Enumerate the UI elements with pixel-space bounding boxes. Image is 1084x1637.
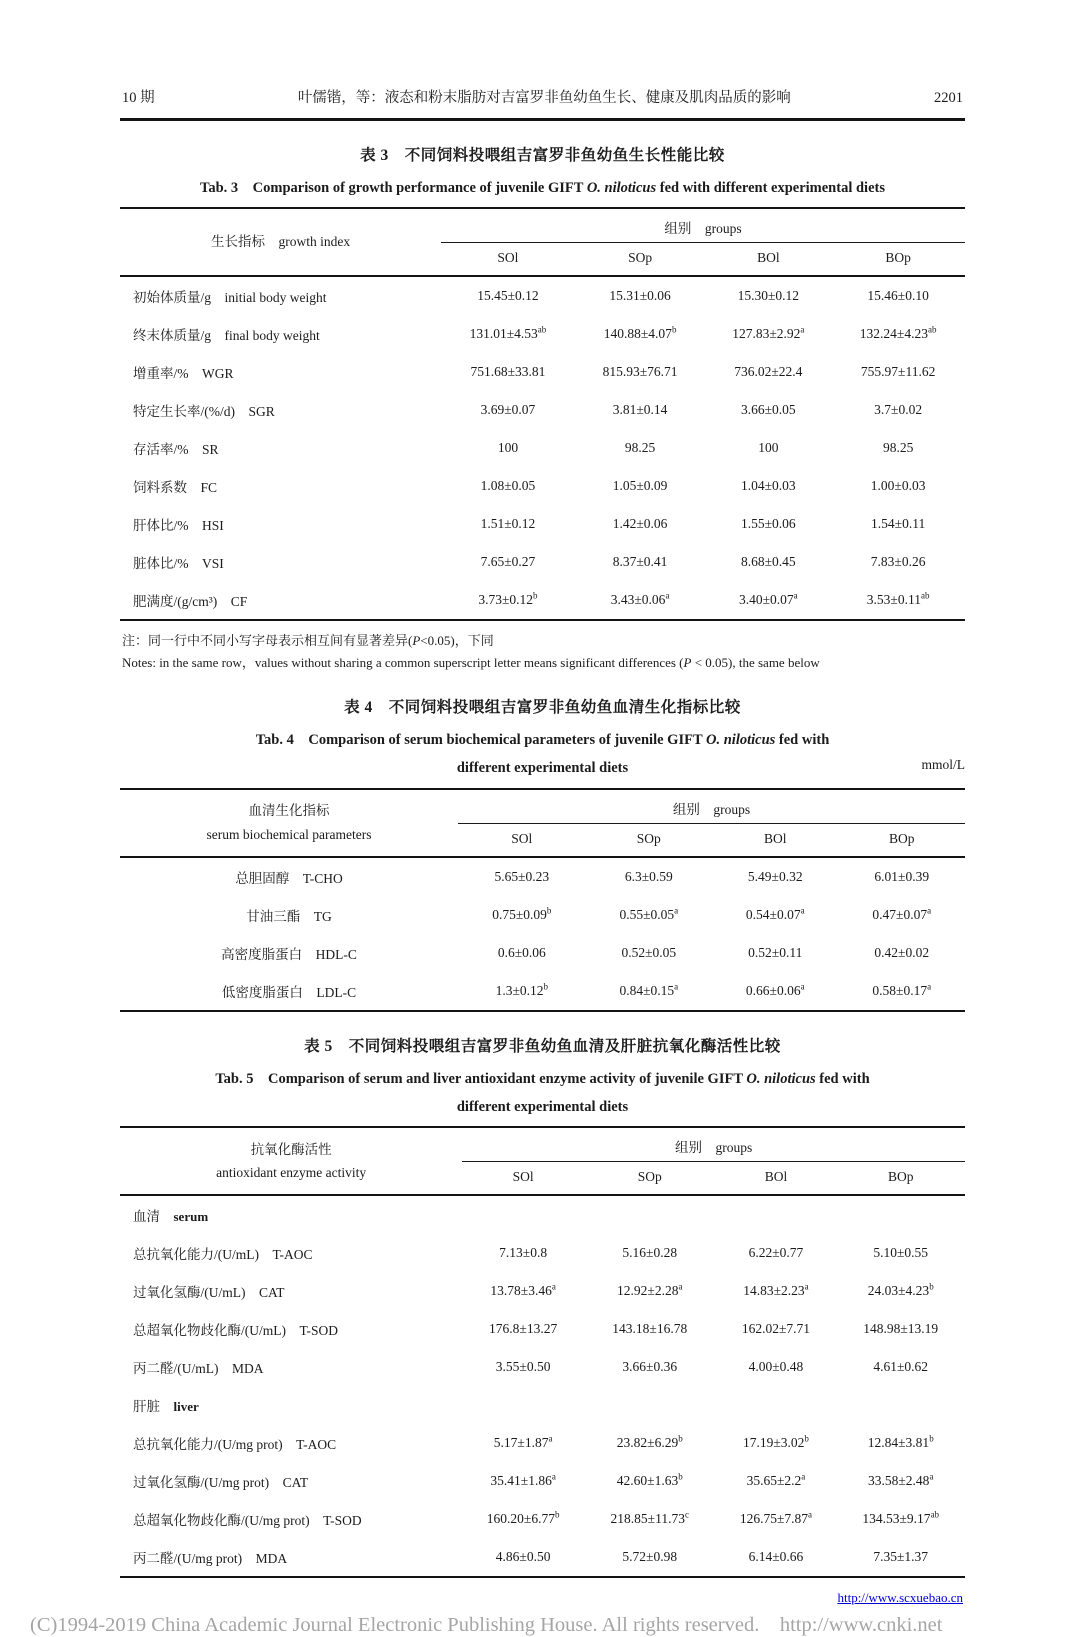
value-cell: 3.73±0.12$^b$ bbox=[478, 590, 538, 608]
stub-header bbox=[120, 208, 441, 276]
text-fragment: <0.05)，下同 bbox=[420, 633, 494, 649]
significance-superscript: a bbox=[678, 1281, 683, 1292]
value-cell: 176.8±13.27 bbox=[489, 1321, 558, 1337]
significance-superscript: b bbox=[929, 1281, 934, 1292]
value-cell: 0.52±0.11 bbox=[748, 944, 803, 960]
table-row bbox=[120, 1462, 965, 1500]
value-cell: 1.00±0.03 bbox=[870, 478, 926, 494]
table-row bbox=[120, 276, 965, 315]
value-cell: 131.01±4.53$^{ab}$ bbox=[469, 324, 547, 342]
value-cell: 42.60±1.63$^b$ bbox=[616, 1471, 683, 1489]
table-title-en-line bbox=[120, 754, 965, 782]
section-label: 肝脏 liver bbox=[133, 1399, 199, 1415]
value-cell: 4.61±0.62 bbox=[873, 1359, 929, 1375]
column-header: SOp bbox=[575, 243, 706, 277]
row-label: 总抗氧化能力/(U/mg prot) T-AOC bbox=[133, 1437, 337, 1453]
value-cell: 755.97±11.62 bbox=[860, 364, 936, 380]
text-fragment: Notes: in the same row，values without sharing a common superscript letter means significant differences ( bbox=[122, 654, 684, 670]
value-cell: 5.17±1.87$^a$ bbox=[493, 1433, 553, 1451]
column-header: BOl bbox=[705, 243, 831, 277]
stub-header-line: 生长指标 growth index bbox=[210, 234, 351, 250]
row-label: 总胆固醇 T-CHO bbox=[235, 870, 343, 886]
running-title: 叶儒锴，等：液态和粉末脂肪对吉富罗非鱼幼鱼生长、健康及肌肉品质的影响 bbox=[297, 90, 791, 106]
value-cell: 100 bbox=[497, 440, 519, 456]
value-cell: 736.02±22.4 bbox=[734, 364, 803, 380]
antioxidant-data-table bbox=[120, 1126, 965, 1578]
value-cell: 4.00±0.48 bbox=[748, 1359, 804, 1375]
significance-superscript: b bbox=[804, 1433, 809, 1444]
table-row bbox=[120, 391, 965, 429]
table-row bbox=[120, 1272, 965, 1310]
value-cell: 815.93±76.71 bbox=[602, 364, 678, 380]
value-cell: 6.14±0.66 bbox=[748, 1549, 804, 1565]
value-cell: 3.81±0.14 bbox=[612, 402, 668, 418]
growth-table-section bbox=[120, 143, 965, 673]
value-cell: 15.45±0.12 bbox=[477, 288, 539, 304]
issue-number: 10 期 bbox=[122, 90, 155, 106]
value-cell: 1.08±0.05 bbox=[480, 478, 536, 494]
value-cell: 5.10±0.55 bbox=[873, 1245, 929, 1261]
value-cell: 4.86±0.50 bbox=[495, 1549, 551, 1565]
value-cell: 0.58±0.17$^a$ bbox=[872, 981, 932, 998]
unit-label: mmol/L bbox=[921, 757, 965, 773]
significance-superscript: b bbox=[543, 981, 548, 992]
text-fragment: Tab. 4 Comparison of serum biochemical parameters of juvenile GIFT bbox=[255, 732, 706, 749]
row-label: 终末体质量/g final body weight bbox=[133, 328, 320, 344]
table-row bbox=[120, 972, 965, 1011]
significance-superscript: a bbox=[548, 1433, 553, 1444]
row-label: 甘油三酯 TG bbox=[246, 908, 332, 924]
value-cell: 100 bbox=[758, 440, 779, 456]
table-row bbox=[120, 543, 965, 581]
row-label: 丙二醛/(U/mL) MDA bbox=[133, 1361, 264, 1377]
table-row bbox=[120, 1310, 965, 1348]
column-header: SOl bbox=[441, 243, 575, 277]
value-cell: 33.58±2.48$^a$ bbox=[868, 1471, 934, 1489]
table-title-en bbox=[120, 726, 965, 783]
row-label: 脏体比/% VSI bbox=[133, 556, 224, 572]
table-row bbox=[120, 353, 965, 391]
value-cell: 3.53±0.11$^{ab}$ bbox=[866, 590, 930, 608]
table-row bbox=[120, 934, 965, 972]
row-label: 存活率/% SR bbox=[133, 442, 219, 458]
table-note bbox=[122, 652, 965, 673]
value-cell: 1.42±0.06 bbox=[612, 516, 668, 532]
value-cell: 7.13±0.8 bbox=[499, 1245, 548, 1261]
stub-header-line: 血清生化指标 bbox=[248, 803, 330, 819]
table-row bbox=[120, 1424, 965, 1462]
value-cell: 12.92±2.28$^a$ bbox=[617, 1281, 683, 1299]
column-header: BOp bbox=[836, 1162, 965, 1196]
table-title-en-line bbox=[120, 1065, 965, 1093]
significance-superscript: b bbox=[546, 905, 552, 916]
significance-superscript: a bbox=[800, 324, 805, 335]
table-row bbox=[120, 1348, 965, 1386]
value-cell: 0.75±0.09$^b$ bbox=[492, 905, 552, 922]
value-cell: 5.49±0.32 bbox=[747, 868, 803, 884]
value-cell: 15.46±0.10 bbox=[867, 288, 929, 304]
group-header-row bbox=[120, 789, 965, 824]
significance-superscript: a bbox=[551, 1471, 556, 1482]
value-cell: 1.3±0.12$^b$ bbox=[495, 981, 548, 998]
journal-link-container bbox=[0, 1590, 1084, 1606]
row-label: 初始体质量/g initial body weight bbox=[133, 290, 327, 306]
value-cell: 0.6±0.06 bbox=[497, 944, 546, 960]
table-title-cn: 表 5 不同饲料投喂组吉富罗非鱼幼鱼血清及肝脏抗氧化酶活性比较 bbox=[304, 1037, 781, 1055]
page-number: 2201 bbox=[934, 90, 963, 106]
value-cell: 0.66±0.06$^a$ bbox=[745, 981, 805, 998]
significance-superscript: a bbox=[801, 1471, 806, 1482]
group-header-row bbox=[120, 208, 965, 243]
column-header: SOp bbox=[586, 823, 712, 857]
species-italic-text: O. niloticus bbox=[746, 1070, 816, 1087]
table-title-cn: 表 4 不同饲料投喂组吉富罗非鱼幼鱼血清生化指标比较 bbox=[344, 699, 741, 717]
text-fragment: < 0.05), the same below bbox=[691, 654, 820, 670]
significance-superscript: ab bbox=[927, 324, 937, 335]
table-title-en-line bbox=[120, 1093, 965, 1121]
value-cell: 1.05±0.09 bbox=[612, 478, 668, 494]
group-header: 组别 groups bbox=[458, 789, 965, 824]
table-row bbox=[120, 1538, 965, 1577]
stub-header-line: serum biochemical parameters bbox=[206, 826, 372, 842]
text-fragment: fed with bbox=[775, 732, 830, 749]
table-row bbox=[120, 429, 965, 467]
value-cell: 17.19±3.02$^b$ bbox=[743, 1433, 809, 1451]
group-header: 组别 groups bbox=[441, 208, 965, 243]
value-cell: 0.55±0.05$^a$ bbox=[619, 905, 679, 922]
row-label: 特定生长率/(%/d) SGR bbox=[133, 404, 275, 420]
value-cell: 143.18±16.78 bbox=[612, 1321, 688, 1337]
row-label: 丙二醛/(U/mg prot) MDA bbox=[133, 1551, 288, 1567]
value-cell: 218.85±11.73$^c$ bbox=[610, 1509, 689, 1527]
value-cell: 15.31±0.06 bbox=[609, 288, 671, 304]
significance-superscript: b bbox=[678, 1471, 683, 1482]
value-cell: 6.3±0.59 bbox=[624, 868, 673, 884]
significance-superscript: ab bbox=[537, 324, 547, 335]
significance-superscript: c bbox=[684, 1509, 689, 1520]
value-cell: 7.65±0.27 bbox=[480, 554, 536, 570]
value-cell: 1.55±0.06 bbox=[741, 516, 796, 532]
table-title-en bbox=[120, 1065, 965, 1122]
significance-superscript: a bbox=[927, 905, 932, 916]
significance-superscript: a bbox=[927, 981, 932, 992]
row-label: 过氧化氢酶/(U/mg prot) CAT bbox=[133, 1475, 309, 1491]
running-head bbox=[120, 86, 965, 121]
species-italic-text: O. niloticus bbox=[586, 180, 657, 196]
column-header: SOp bbox=[584, 1162, 715, 1196]
table-row bbox=[120, 896, 965, 934]
significance-superscript: a bbox=[674, 981, 679, 992]
value-cell: 5.65±0.23 bbox=[494, 868, 550, 884]
value-cell: 3.55±0.50 bbox=[495, 1359, 551, 1375]
value-cell: 6.22±0.77 bbox=[748, 1245, 804, 1261]
value-cell: 3.40±0.07$^a$ bbox=[739, 590, 798, 608]
significance-superscript: ab bbox=[930, 1509, 940, 1520]
significance-superscript: a bbox=[808, 1509, 813, 1520]
value-cell: 3.69±0.07 bbox=[480, 402, 536, 418]
value-cell: 3.43±0.06$^a$ bbox=[610, 590, 670, 608]
significance-superscript: b bbox=[929, 1433, 934, 1444]
significance-superscript: b bbox=[671, 324, 677, 335]
value-cell: 35.65±2.2$^a$ bbox=[746, 1471, 806, 1489]
value-cell: 0.52±0.05 bbox=[621, 944, 677, 960]
antioxidant-table-section bbox=[120, 1034, 965, 1579]
section-row bbox=[120, 1195, 965, 1234]
column-header: BOp bbox=[838, 823, 965, 857]
value-cell: 148.98±13.19 bbox=[863, 1321, 939, 1337]
value-cell: 3.66±0.36 bbox=[622, 1359, 678, 1375]
text-fragment: different experimental diets bbox=[456, 1098, 629, 1115]
row-label: 总超氧化物歧化酶/(U/mg prot) T-SOD bbox=[133, 1513, 362, 1529]
value-cell: 140.88±4.07$^b$ bbox=[603, 324, 677, 342]
species-italic-text: P bbox=[412, 633, 421, 649]
stub-header-line: 抗氧化酶活性 bbox=[250, 1141, 332, 1157]
group-header-row bbox=[120, 1127, 965, 1162]
value-cell: 98.25 bbox=[624, 440, 656, 456]
value-cell: 15.30±0.12 bbox=[737, 288, 800, 304]
table-row bbox=[120, 1234, 965, 1272]
copyright-text: (C)1994-2019 China Academic Journal Electronic Publishing House. All rights reserved. http://www.cnki.net bbox=[30, 1614, 943, 1637]
value-cell: 751.68±33.81 bbox=[470, 364, 546, 380]
significance-superscript: a bbox=[929, 1471, 934, 1482]
value-cell: 1.54±0.11 bbox=[871, 516, 926, 532]
significance-superscript: b bbox=[678, 1433, 683, 1444]
column-header: BOl bbox=[712, 823, 838, 857]
text-fragment: 注：同一行中不同小写字母表示相互间有显著差异( bbox=[122, 633, 413, 649]
growth-data-table bbox=[120, 207, 965, 621]
value-cell: 126.75±7.87$^a$ bbox=[739, 1509, 813, 1527]
table-note bbox=[122, 630, 965, 651]
section-row bbox=[120, 1386, 965, 1424]
row-label: 总抗氧化能力/(U/mL) T-AOC bbox=[133, 1247, 313, 1263]
value-cell: 98.25 bbox=[882, 440, 914, 456]
table-row bbox=[120, 1500, 965, 1538]
species-italic-text: P bbox=[683, 654, 692, 670]
value-cell: 8.68±0.45 bbox=[741, 554, 796, 570]
significance-superscript: b bbox=[533, 590, 538, 601]
table-row bbox=[120, 857, 965, 896]
text-fragment: different experimental diets bbox=[456, 760, 629, 777]
value-cell: 7.35±1.37 bbox=[873, 1549, 929, 1565]
table-title-cn: 表 3 不同饲料投喂组吉富罗非鱼幼鱼生长性能比较 bbox=[360, 147, 725, 164]
significance-superscript: a bbox=[800, 981, 805, 992]
value-cell: 5.72±0.98 bbox=[622, 1549, 678, 1565]
table-title-en bbox=[120, 174, 965, 202]
value-cell: 0.42±0.02 bbox=[874, 944, 930, 960]
value-cell: 8.37±0.41 bbox=[612, 554, 668, 570]
row-label: 高密度脂蛋白 HDL-C bbox=[221, 946, 357, 962]
table-row bbox=[120, 581, 965, 620]
column-header: BOp bbox=[831, 243, 965, 277]
value-cell: 127.83±2.92$^a$ bbox=[732, 324, 805, 342]
column-header: SOl bbox=[462, 1162, 584, 1196]
significance-superscript: a bbox=[674, 905, 679, 916]
value-cell: 12.84±3.81$^b$ bbox=[867, 1433, 934, 1451]
value-cell: 134.53±9.17$^{ab}$ bbox=[862, 1509, 940, 1527]
row-label: 低密度脂蛋白 LDL-C bbox=[221, 984, 357, 1000]
significance-superscript: b bbox=[554, 1509, 560, 1520]
table-row bbox=[120, 505, 965, 543]
text-fragment: Tab. 5 Comparison of serum and liver antioxidant enzyme activity of juvenile GIFT bbox=[215, 1070, 747, 1087]
value-cell: 7.83±0.26 bbox=[870, 554, 926, 570]
text-fragment: fed with bbox=[815, 1070, 870, 1087]
significance-superscript: a bbox=[665, 590, 670, 601]
significance-superscript: a bbox=[551, 1281, 556, 1292]
value-cell: 5.16±0.28 bbox=[622, 1245, 678, 1261]
value-cell: 13.78±3.46$^a$ bbox=[490, 1281, 556, 1299]
text-fragment: Tab. 3 Comparison of growth performance of juvenile GIFT bbox=[200, 180, 587, 196]
table-row bbox=[120, 467, 965, 505]
value-cell: 132.24±4.23$^{ab}$ bbox=[859, 324, 937, 342]
section-label: 血清 serum bbox=[133, 1209, 209, 1225]
column-header: BOl bbox=[715, 1162, 836, 1196]
value-cell: 35.41±1.86$^a$ bbox=[490, 1471, 556, 1489]
value-cell: 160.20±6.77$^b$ bbox=[486, 1509, 560, 1527]
value-cell: 1.51±0.12 bbox=[480, 516, 536, 532]
stub-header bbox=[120, 789, 458, 857]
table-notes bbox=[120, 630, 965, 673]
value-cell: 0.47±0.07$^a$ bbox=[872, 905, 932, 922]
value-cell: 24.03±4.23$^b$ bbox=[867, 1281, 934, 1299]
species-italic-text: O. niloticus bbox=[706, 732, 776, 749]
value-cell: 0.54±0.07$^a$ bbox=[745, 905, 805, 922]
value-cell: 3.7±0.02 bbox=[874, 402, 923, 418]
value-cell: 6.01±0.39 bbox=[874, 868, 930, 884]
row-label: 增重率/% WGR bbox=[133, 366, 234, 382]
stub-header bbox=[120, 1127, 462, 1195]
table-title-en-line bbox=[120, 174, 965, 202]
row-label: 肝体比/% HSI bbox=[133, 518, 224, 534]
value-cell: 23.82±6.29$^b$ bbox=[616, 1433, 683, 1451]
value-cell: 1.04±0.03 bbox=[741, 478, 796, 494]
significance-superscript: a bbox=[793, 590, 798, 601]
serum-data-table bbox=[120, 788, 965, 1012]
serum-table-section bbox=[120, 695, 965, 1012]
column-header: SOl bbox=[458, 823, 586, 857]
value-cell: 14.83±2.23$^a$ bbox=[743, 1281, 809, 1299]
row-label: 饲料系数 FC bbox=[133, 480, 218, 496]
value-cell: 162.02±7.71 bbox=[741, 1321, 811, 1337]
significance-superscript: ab bbox=[920, 590, 930, 601]
value-cell: 3.66±0.05 bbox=[741, 402, 796, 418]
row-label: 过氧化氢酶/(U/mL) CAT bbox=[133, 1285, 285, 1301]
row-label: 肥满度/(g/cm³) CF bbox=[133, 594, 248, 610]
table-title-en-line bbox=[120, 726, 965, 754]
stub-header-line: antioxidant enzyme activity bbox=[216, 1165, 367, 1181]
text-fragment: fed with different experimental diets bbox=[656, 180, 885, 196]
group-header: 组别 groups bbox=[462, 1127, 965, 1162]
table-row bbox=[120, 315, 965, 353]
scxuebao-link[interactable]: http://www.scxuebao.cn bbox=[837, 1590, 963, 1606]
value-cell: 0.84±0.15$^a$ bbox=[619, 981, 679, 998]
significance-superscript: a bbox=[804, 1281, 809, 1292]
significance-superscript: a bbox=[800, 905, 805, 916]
row-label: 总超氧化物歧化酶/(U/mL) T-SOD bbox=[133, 1323, 338, 1339]
